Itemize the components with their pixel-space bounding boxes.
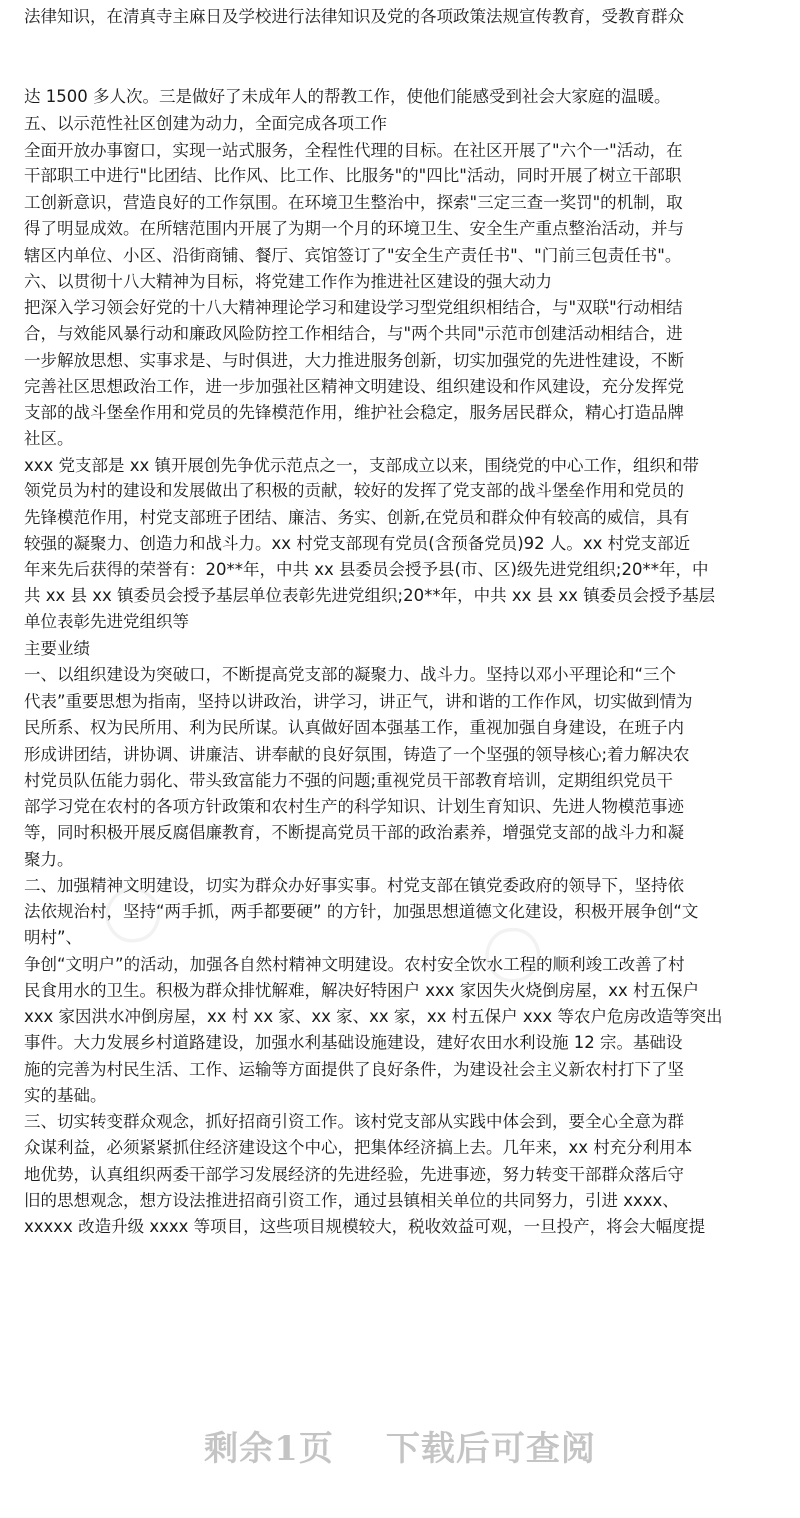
- document-line: 形成讲团结，讲协调、讲廉洁、讲奉献的良好氛围，铸造了一个坚强的领导核心;着力解决农: [24, 745, 690, 764]
- document-line: 施的完善为村民生活、工作、运输等方面提供了良好条件，为建设社会主义新农村打下了坚: [24, 1060, 684, 1079]
- document-line: 辖区内单位、小区、沿街商铺、餐厅、宾馆签订了"安全生产责任书"、"门前三包责任书"。: [24, 246, 682, 265]
- document-line: xxxxx 改造升级 xxxx 等项目，这些项目规模较大，税收效益可观，一旦投产，将会大幅度提: [24, 1217, 706, 1236]
- document-line: 把深入学习领会好党的十八大精神理论学习和建设学习型党组织相结合，与"双联"行动相结: [24, 298, 683, 317]
- watermark-mark: ◯: [87, 868, 174, 955]
- document-line: 法依规治村，坚持“两手抓，两手都要硬” 的方针，加强思想道德文化建设，积极开展争创“文: [24, 902, 699, 921]
- document-line: 先锋模范作用，村党支部班子团结、廉洁、务实、创新,在党员和群众仲有较高的威信，具有: [24, 508, 690, 527]
- document-line: xxx 党支部是 xx 镇开展创先争优示范点之一，支部成立以来，围绕党的中心工作，组织和带: [24, 456, 700, 475]
- document-line: xxx 家因洪水冲倒房屋，xx 村 xx 家、xx 家、xx 家，xx 村五保户 xxx 等农户危房改造等突出: [24, 1007, 723, 1026]
- document-line: 众谋利益，必须紧紧抓住经济建设这个中心，把集体经济搞上去。几年来，xx 村充分利用本: [24, 1138, 693, 1157]
- remaining-pages-label: 剩余1页: [204, 1428, 334, 1469]
- watermark-mark: ◯: [467, 908, 554, 995]
- document-line: 聚力。: [24, 850, 74, 869]
- document-line: 一、以组织建设为突破口，不断提高党支部的凝聚力、战斗力。坚持以邓小平理论和“三个: [24, 665, 677, 684]
- document-line: 旧的思想观念，想方设法推进招商引资工作，通过县镇相关单位的共同努力，引进 xxxx、: [24, 1191, 679, 1210]
- document-line: 二、加强精神文明建设，切实为群众办好事实事。村党支部在镇党委政府的领导下，坚持依: [24, 876, 684, 895]
- document-line: 全面开放办事窗口，实现一站式服务，全程性代理的目标。在社区开展了"六个一"活动，在: [24, 141, 683, 160]
- document-line: 工创新意识，营造良好的工作氛围。在环境卫生整治中，探索"三定三查一奖罚"的机制，取: [24, 193, 683, 212]
- document-line: 明村”、: [24, 928, 83, 947]
- document-line: 单位表彰先进党组织等: [24, 612, 189, 631]
- document-line: 得了明显成效。在所辖范围内开展了为期一个月的环境卫生、安全生产重点整治活动，并与: [24, 219, 684, 238]
- document-line: 达 1500 多人次。三是做好了未成年人的帮教工作，使他们能感受到社会大家庭的温暖。: [24, 87, 671, 106]
- document-line: 民食用水的卫生。积极为群众排忧解难，解决好特困户 xxx 家因失火烧倒房屋，xx 村五保户: [24, 981, 700, 1000]
- document-line: 干部职工中进行"比团结、比作风、比工作、比服务"的"四比"活动，同时开展了树立干部职: [24, 166, 682, 185]
- document-line: 民所系、权为民所用、利为民所谋。认真做好固本强基工作，重视加强自身建设，在班子内: [24, 718, 684, 737]
- document-line: 法律知识，在清真寺主麻日及学校进行法律知识及党的各项政策法规宣传教育，受教育群众: [24, 7, 684, 26]
- document-line: 地优势，认真组织两委干部学习发展经济的先进经验，先进事迹，努力转变干部群众落后守: [24, 1165, 684, 1184]
- document-line: 等，同时积极开展反腐倡廉教育，不断提高党员干部的政治素养，增强党支部的战斗力和凝: [24, 823, 684, 842]
- document-line: 代表”重要思想为指南，坚持以讲政治，讲学习，讲正气，讲和谐的工作作风，切实做到情为: [24, 692, 693, 711]
- document-line: 五、以示范性社区创建为动力，全面完成各项工作: [24, 114, 387, 133]
- document-line: 年来先后获得的荣誉有：20**年，中共 xx 县委员会授予县(市、区)级先进党组织;20**年，中: [24, 560, 709, 579]
- document-line: 三、切实转变群众观念，抓好招商引资工作。该村党支部从实践中体会到，要全心全意为群: [24, 1112, 684, 1131]
- document-line: 支部的战斗堡垒作用和党员的先锋模范作用，维护社会稳定，服务居民群众，精心打造品牌: [24, 403, 684, 422]
- document-line: 主要业绩: [24, 639, 90, 658]
- document-line: 争创“文明户”的活动，加强各自然村精神文明建设。农村安全饮水工程的顺利竣工改善了村: [24, 955, 685, 974]
- document-line: 社区。: [24, 429, 74, 448]
- document-line: 较强的凝聚力、创造力和战斗力。xx 村党支部现有党员(含预备党员)92 人。xx 村党支部近: [24, 534, 691, 553]
- document-line: 合，与效能风暴行动和廉政风险防控工作相结合，与"两个共同"示范市创建活动相结合，进: [24, 324, 683, 343]
- document-line: 六、以贯彻十八大精神为目标，将党建工作作为推进社区建设的强大动力: [24, 272, 552, 291]
- document-line: 实的基础。: [24, 1086, 107, 1105]
- document-line: 一步解放思想、实事求是、与时俱进，大力推进服务创新，切实加强党的先进性建设，不断: [24, 351, 684, 370]
- document-line: 事件。大力发展乡村道路建设，加强水利基础设施建设，建好农田水利设施 12 宗。基础设: [24, 1033, 683, 1052]
- document-line: 村党员队伍能力弱化、带头致富能力不强的问题;重视党员干部教育培训，定期组织党员干: [24, 771, 674, 790]
- document-line: 领党员为村的建设和发展做出了积极的贡献，较好的发挥了党支部的战斗堡垒作用和党员的: [24, 481, 684, 500]
- document-line: 完善社区思想政治工作，进一步加强社区精神文明建设、组织建设和作风建设，充分发挥党: [24, 377, 684, 396]
- download-to-view-label: 下载后可查阅: [385, 1428, 596, 1469]
- download-banner[interactable]: [0, 1415, 800, 1475]
- document-line: 共 xx 县 xx 镇委员会授予基层单位表彰先进党组织;20**年，中共 xx 县 xx 镇委员会授予基层: [24, 586, 716, 605]
- document-line: 部学习党在农村的各项方针政策和农村生产的科学知识、计划生育知识、先进人物模范事迹: [24, 797, 684, 816]
